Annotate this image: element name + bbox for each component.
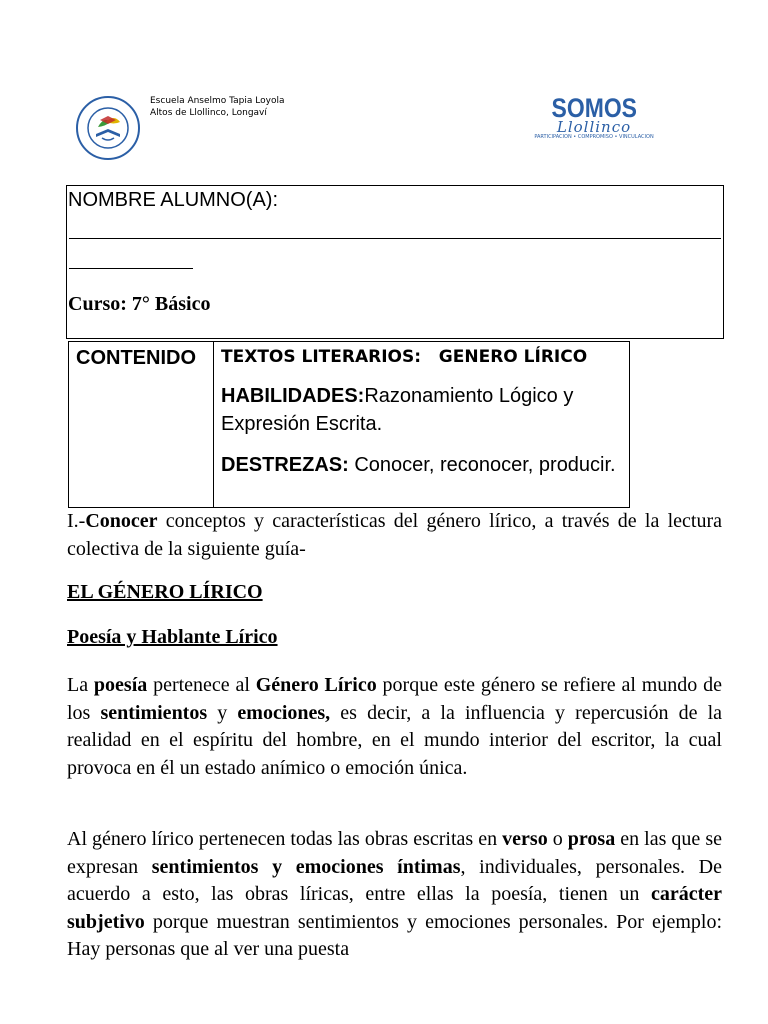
destrezas-label: DESTREZAS: bbox=[221, 454, 349, 476]
p2-text: porque muestran sentimientos y emociones personales. Por ejemplo: Hay personas que al ver una puesta bbox=[67, 910, 722, 960]
paragraph-2 bbox=[67, 826, 722, 964]
intro-paragraph bbox=[67, 508, 722, 563]
paragraph-1 bbox=[67, 672, 722, 782]
p2-bold: carácter subjetivo bbox=[67, 883, 722, 933]
main-heading: EL GÉNERO LÍRICO bbox=[67, 581, 263, 603]
content-title: TEXTOS LITERARIOS: GENERO LÍRICO bbox=[221, 347, 588, 367]
skills-label: HABILIDADES: bbox=[221, 385, 365, 407]
name-answer-line-1 bbox=[69, 238, 721, 239]
p2-text: , individuales, personales. De acuerdo a esto, las obras líricas, entre ellas la poesía, tienen un bbox=[67, 855, 722, 905]
destrezas-row bbox=[221, 451, 625, 479]
course-label: Curso: 7° Básico bbox=[68, 293, 211, 315]
content-label-cell bbox=[69, 342, 214, 507]
intro-text: conceptos y características del género lírico, a través de la lectura colectiva de la siguiente guía- bbox=[67, 510, 722, 560]
skills-text: Razonamiento Lógico y Expresión Escrita. bbox=[221, 385, 574, 435]
content-table bbox=[68, 341, 630, 508]
brand-logo bbox=[532, 94, 656, 141]
p1-text: pertenece al bbox=[147, 674, 256, 696]
name-answer-line-2 bbox=[69, 268, 193, 269]
p1-text: es decir, a la influencia y repercusión de la realidad en el espíritu del hombre, en el mundo interior del escritor, la cual provoca en él un estado anímico o emoción única. bbox=[67, 701, 723, 779]
school-name: Escuela Anselmo Tapia Loyola bbox=[150, 96, 285, 106]
p1-bold: poesía bbox=[93, 674, 148, 696]
p1-text: La bbox=[67, 674, 94, 696]
p2-bold: sentimientos y emociones íntimas bbox=[151, 855, 461, 878]
student-name-label: NOMBRE ALUMNO(A): bbox=[68, 189, 279, 211]
p2-bold: prosa bbox=[567, 828, 616, 850]
p2-bold: verso bbox=[502, 828, 548, 850]
p1-bold: Género Lírico bbox=[255, 674, 377, 696]
p1-bold: emociones, bbox=[237, 701, 331, 724]
intro-prefix: I.- bbox=[67, 510, 86, 532]
brand-script-text: Llollinco bbox=[556, 118, 632, 136]
destrezas-text: Conocer, reconocer, producir. bbox=[348, 454, 616, 476]
p1-text: y bbox=[207, 701, 238, 724]
sub-heading: Poesía y Hablante Lírico bbox=[67, 626, 278, 648]
p2-text: en las que se expresan bbox=[67, 828, 722, 878]
p1-bold: sentimientos bbox=[100, 701, 208, 724]
school-info bbox=[150, 95, 285, 119]
intro-bold: Conocer bbox=[85, 510, 158, 532]
p2-text: Al género lírico pertenecen todas las obras escritas en bbox=[67, 828, 503, 850]
skills-row bbox=[221, 382, 625, 438]
student-info-box bbox=[66, 185, 724, 339]
brand-tagline: PARTICIPACION • COMPROMISO • VINCULACION bbox=[534, 134, 654, 140]
p2-text: o bbox=[547, 828, 568, 850]
school-seal-logo bbox=[76, 96, 140, 160]
p1-text: porque este género se refiere al mundo de los bbox=[67, 674, 723, 724]
brand-main-text: SOMOS bbox=[551, 93, 637, 123]
school-location: Altos de Llollinco, Longaví bbox=[150, 108, 267, 118]
content-label: CONTENIDO bbox=[76, 347, 196, 369]
